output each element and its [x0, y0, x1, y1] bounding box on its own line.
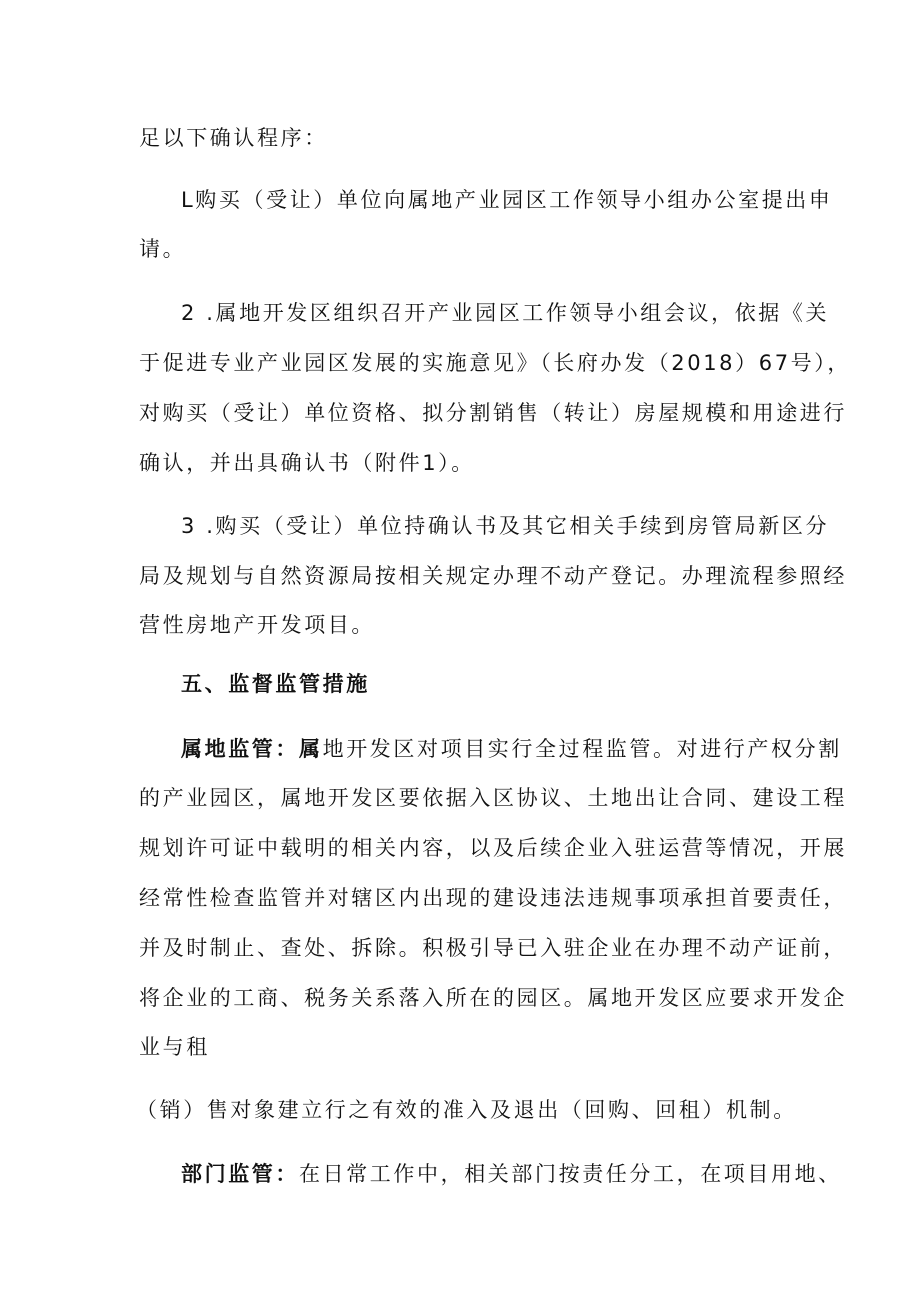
text-line: 经常性检查监管并对辖区内出现的建设违法违规事项承担首要责任，: [139, 886, 847, 910]
text-line: 3 .购买（受让）单位持确认书及其它相关手续到房管局新区分: [181, 514, 830, 538]
text-line: 的产业园区，属地开发区要依据入区协议、土地出让合同、建设工程: [139, 786, 847, 810]
text-line: 对购买（受让）单位资格、拟分割销售（转让）房屋规模和用途进行: [139, 401, 847, 425]
text-line: 营性房地产开发项目。: [139, 613, 375, 637]
text-line: 局及规划与自然资源局按相关规定办理不动产登记。办理流程参照经: [139, 564, 847, 588]
text-line-body: 地开发区对项目实行全过程监管。对进行产权分割: [322, 737, 842, 761]
text-line: L购买（受让）单位向属地产业园区工作领导小组办公室提出申: [181, 188, 833, 212]
text-line: 将企业的工商、税务关系落入所在的园区。属地开发区应要求开发企: [139, 986, 847, 1010]
text-line: 确认，并出具确认书（附件1）。: [139, 451, 475, 475]
text-line: 请。: [139, 237, 187, 261]
section-heading: 五、监督监管措施: [181, 672, 370, 696]
local-supervision-label: 属地监管：属: [181, 737, 323, 761]
text-line-body: 在日常工作中，相关部门按责任分工，在项目用地、: [299, 1162, 842, 1186]
text-line: （销）售对象建立行之有效的准入及退出（回购、回租）机制。: [136, 1098, 797, 1122]
text-line: 并及时制止、查处、拆除。积极引导已入驻企业在办理不动产证前，: [139, 936, 847, 960]
text-line: 2 .属地开发区组织召开产业园区工作领导小组会议，依据《关: [181, 301, 830, 325]
dept-supervision-label: 部门监管：: [181, 1162, 299, 1186]
text-line: 业与租: [139, 1035, 210, 1059]
text-line: 足以下确认程序：: [139, 126, 328, 150]
text-line: [181, 1160, 842, 1188]
text-line: [181, 735, 842, 763]
text-line: 规划许可证中载明的相关内容，以及后续企业入驻运营等情况，开展: [139, 836, 847, 860]
text-line: 于促进专业产业园区发展的实施意见》（长府办发（2018）67号），: [139, 351, 851, 375]
